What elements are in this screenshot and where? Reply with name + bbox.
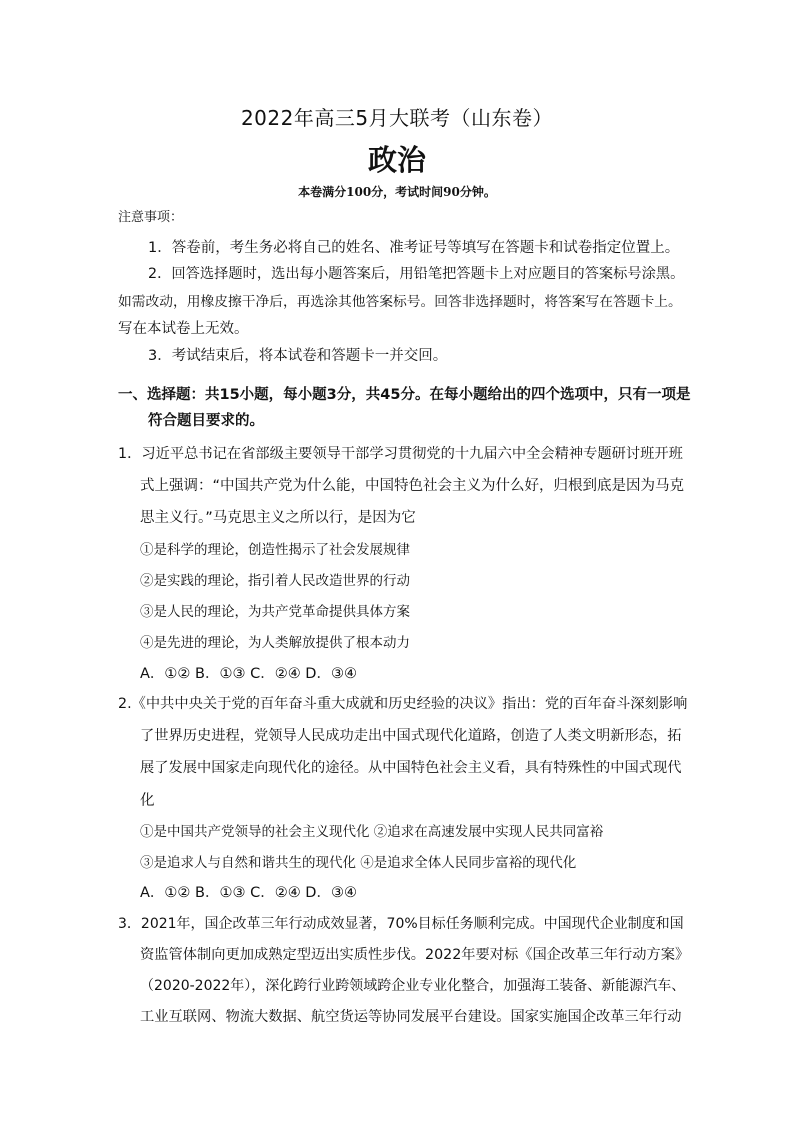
note-line: 写在本试卷上无效。 — [118, 321, 249, 337]
notes-heading: 注意事项： — [118, 210, 184, 225]
question-1-option: ④是先进的理论，为人类解放提供了根本动力 — [140, 635, 410, 651]
question-2-stem: 展了发展中国家走向现代化的途径。从中国特色社会主义看，具有特殊性的中国式现代 — [140, 760, 682, 776]
question-3-stem: （2020-2022年），深化跨行业跨领域跨企业专业化整合，加强海工装备、新能源汽车、 — [140, 978, 686, 994]
question-1-stem: 思主义行。”马克思主义之所以行，是因为它 — [140, 510, 416, 526]
question-1-option: ①是科学的理论，创造性揭示了社会发展规律 — [140, 542, 410, 558]
note-line: 如需改动，用橡皮擦干净后，再选涂其他答案标号。回答非选择题时，将答案写在答题卡上。 — [118, 294, 682, 310]
question-3-stem: 3．2021年，国企改革三年行动成效显著，70%目标任务顺利完成。中国现代企业制度和国 — [118, 916, 684, 932]
question-2-option: ①是中国共产党领导的社会主义现代化 ②追求在高速发展中实现人民共同富裕 — [140, 824, 604, 840]
question-1-stem: 式上强调：“中国共产党为什么能，中国特色社会主义为什么好，归根到底是因为马克 — [140, 478, 685, 494]
question-1-option: ③是人民的理论，为共产党革命提供具体方案 — [140, 604, 410, 620]
note-line: 1．答卷前，考生务必将自己的姓名、准考证号等填写在答题卡和试卷指定位置上。 — [148, 240, 680, 256]
exam-title: 2022年高三5月大联考（山东卷） — [240, 106, 554, 130]
question-2-answers: A．①② B．①③ C．②④ D．③④ — [140, 885, 357, 901]
question-2-option: ③是追求人与自然和谐共生的现代化 ④是追求全体人民同步富裕的现代化 — [140, 855, 577, 871]
question-2-stem: 2.《中共中央关于党的百年奋斗重大成就和历史经验的决议》指出：党的百年奋斗深刻影响 — [118, 696, 688, 712]
note-line: 2．回答选择题时，选出每小题答案后，用铅笔把答题卡上对应题目的答案标号涂黑。 — [148, 266, 685, 282]
question-2-stem: 化 — [140, 793, 155, 809]
note-line: 3．考试结束后，将本试卷和答题卡一并交回。 — [148, 348, 448, 364]
section-heading-cont: 符合题目要求的。 — [148, 413, 264, 429]
question-1-option: ②是实践的理论，指引着人民改造世界的行动 — [140, 573, 410, 589]
subject-title: 政治 — [367, 143, 426, 177]
question-3-stem: 工业互联网、物流大数据、航空货运等协同发展平台建设。国家实施国企改革三年行动 — [140, 1009, 682, 1025]
question-2-stem: 了世界历史进程，党领导人民成功走出中国式现代化道路，创造了人类文明新形态，拓 — [140, 728, 682, 744]
question-1-stem: 1．习近平总书记在省部级主要领导干部学习贯彻党的十九届六中全会精神专题研讨班开班 — [118, 446, 683, 462]
score-note: 本卷满分100分，考试时间90分钟。 — [298, 185, 496, 199]
question-1-answers: A．①② B．①③ C．②④ D．③④ — [140, 666, 357, 682]
section-heading: 一、选择题：共15小题，每小题3分，共45分。在每小题给出的四个选项中，只有一项是 — [118, 387, 691, 403]
question-3-stem: 资监管体制向更加成熟定型迈出实质性步伐。2022年要对标《国企改革三年行动方案》 — [140, 947, 690, 963]
